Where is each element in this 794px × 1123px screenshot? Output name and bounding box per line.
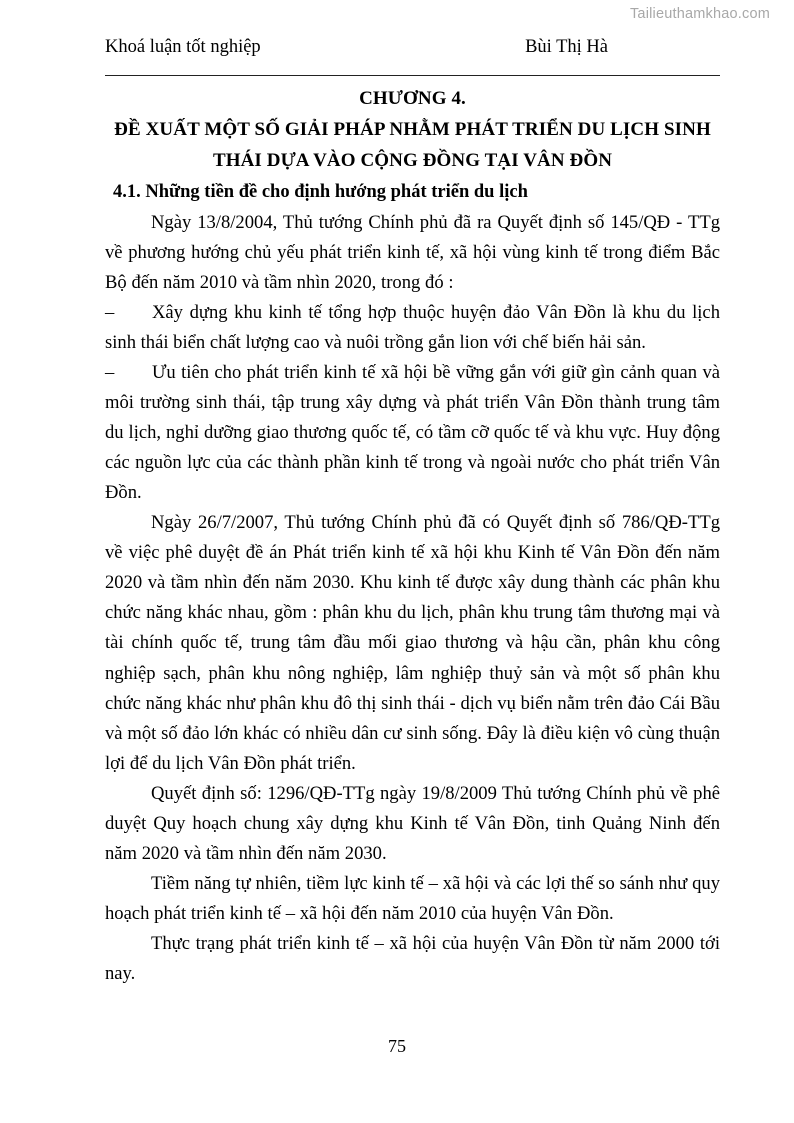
chapter-title: [105, 115, 720, 177]
paragraph-1: [105, 208, 720, 298]
bullet-paragraph-1-text: Xây dựng khu kinh tế tổng hợp thuộc huyện đảo Vân Đồn là khu du lịch sinh thái biển chất lượng cao và nuôi trồng gắn lion với chế biến hải sản.: [105, 302, 720, 354]
paragraph-5: [105, 929, 720, 989]
page-number: 75: [388, 1036, 406, 1056]
bullet-paragraph-2-text: Ưu tiên cho phát triển kinh tế xã hội bề vững gắn với giữ gìn cảnh quan và môi trường sinh thái, tập trung xây dựng và phát triển Vân Đồn thành trung tâm du lịch, nghỉ dưỡng giao thương quốc tế, có tầm cỡ quốc tế và khu vực. Huy động các nguồn lực của các thành phần kinh tế trong và ngoài nước cho phát triển Vân Đồn.: [105, 362, 720, 504]
section-heading-4-1: 4.1. Những tiền đề cho định hướng phát triển du lịch: [113, 182, 528, 203]
chapter-number: CHƯƠNG 4.: [359, 88, 466, 109]
header-divider-rule: [105, 75, 720, 76]
paragraph-2-text: Ngày 26/7/2007, Thủ tướng Chính phủ đã có Quyết định số 786/QĐ-TTg về việc phê duyệt đề án Phát triển kinh tế xã hội khu Kinh tế Vân Đồn đến năm 2020 và tầm nhìn đến năm 2030. Khu kinh tế được xây dung thành các phân khu chức năng khác nhau, gồm : phân khu du lịch, phân khu trung tâm thương mại và tài chính quốc tế, trung tâm đầu mối giao thương và hậu cần, phân khu công nghiệp sạch, phân khu nông nghiệp, lâm nghiệp thuỷ sản và một số phân khu chức năng khác như phân khu đô thị sinh thái - dịch vụ biển nằm trên đảo Cái Bầu và một số đảo lớn khác có nhiều dân cư sinh sống. Đây là điều kiện vô cùng thuận lợi để du lịch Vân Đồn phát triển.: [105, 512, 720, 774]
bullet-dash-marker: –: [105, 302, 115, 324]
paragraph-5-text: Thực trạng phát triển kinh tế – xã hội của huyện Vân Đồn từ năm 2000 tới nay.: [105, 932, 720, 984]
watermark-text: Tailieuthamkhao.com: [629, 6, 770, 22]
running-header: [105, 36, 720, 58]
paragraph-4: [105, 869, 720, 929]
paragraph-1-text: Ngày 13/8/2004, Thủ tướng Chính phủ đã ra Quyết định số 145/QĐ - TTg về phương hướng chủ yếu phát triển kinh tế, xã hội vùng kinh tế trong điểm Bắc Bộ đến năm 2010 và tầm nhìn 2020, trong đó :: [105, 212, 720, 294]
bullet-paragraph-2: [105, 358, 720, 508]
bullet-paragraph-1: [105, 298, 720, 358]
chapter-title-line-1: ĐỀ XUẤT MỘT SỐ GIẢI PHÁP NHẰM PHÁT TRIỂN DU LỊCH SINH: [114, 118, 711, 140]
paragraph-4-text: Tiềm năng tự nhiên, tiềm lực kinh tế – xã hội và các lợi thế so sánh như quy hoạch phát triển kinh tế – xã hội đến năm 2010 của huyện Vân Đồn.: [105, 872, 720, 924]
paragraph-3: [105, 779, 720, 869]
chapter-title-line-2: THÁI DỰA VÀO CỘNG ĐỒNG TẠI VÂN ĐỒN: [212, 149, 613, 171]
paragraph-3-text: Quyết định số: 1296/QĐ-TTg ngày 19/8/2009 Thủ tướng Chính phủ về phê duyệt Quy hoạch chung xây dựng khu Kinh tế Vân Đồn, tinh Quảng Ninh đến năm 2020 và tầm nhìn đến năm 2030.: [105, 782, 720, 864]
bullet-dash-marker: –: [105, 362, 115, 384]
paragraph-2: [105, 508, 720, 778]
header-author-name: Bùi Thị Hà: [525, 37, 608, 57]
page-content: [105, 80, 720, 989]
header-thesis-title: Khoá luận tốt nghiệp: [105, 37, 261, 57]
